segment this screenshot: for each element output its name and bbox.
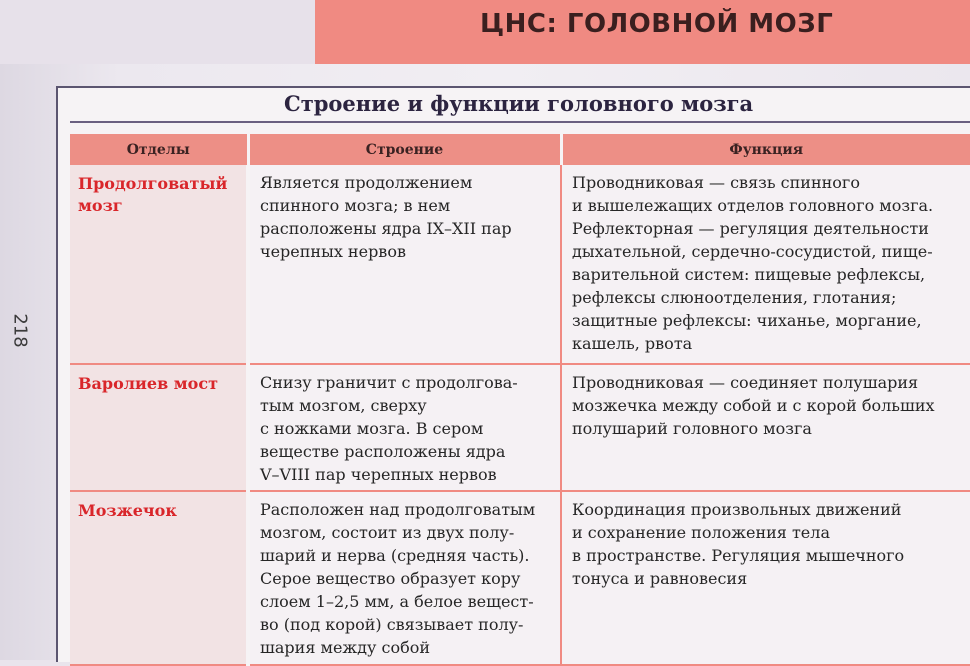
structure-line: Является продолжением xyxy=(260,173,473,192)
structure-line: веществе расположены ядра xyxy=(260,442,506,461)
function-cell xyxy=(561,491,970,665)
column-header-function: Функция xyxy=(561,134,970,165)
function-cell xyxy=(561,364,970,491)
structure-line: Серое вещество образует кору xyxy=(260,569,521,588)
section-cell xyxy=(70,364,248,491)
structure-line: во (под корой) связывает полу- xyxy=(260,615,524,634)
structure-cell xyxy=(248,364,561,491)
function-line: полушарий головного мозга xyxy=(572,419,812,438)
table-row xyxy=(70,491,970,665)
structure-line: мозгом, состоит из двух полу- xyxy=(260,523,515,542)
function-line: кашель, рвота xyxy=(572,334,693,353)
function-line: и сохранение положения тела xyxy=(572,523,830,542)
structure-line: с ножками мозга. В сером xyxy=(260,419,484,438)
structure-line: шарий и нерва (средняя часть). xyxy=(260,546,530,565)
section-line: Варолиев мост xyxy=(78,374,218,393)
section-line: Продолговатый xyxy=(78,174,228,193)
table-row xyxy=(70,165,970,364)
structure-line: V–VIII пар черепных нервов xyxy=(260,465,497,484)
structure-cell xyxy=(248,491,561,665)
structure-line: слоем 1–2,5 мм, а белое вещест- xyxy=(260,592,534,611)
function-line: мозжечка между собой и с корой больших xyxy=(572,396,935,415)
function-line: Проводниковая — соединяет полушария xyxy=(572,373,919,392)
function-line: и вышележащих отделов головного мозга. xyxy=(572,196,934,215)
header-band-left xyxy=(0,0,315,64)
function-cell xyxy=(561,165,970,364)
function-line: в пространстве. Регуляция мышечного xyxy=(572,546,905,565)
function-line: Рефлекторная — регуляция деятельности xyxy=(572,219,929,238)
section-line: мозг xyxy=(78,196,123,215)
structure-line: шария между собой xyxy=(260,638,431,657)
table-header-row xyxy=(70,134,970,165)
structure-line: черепных нервов xyxy=(260,242,406,261)
table-subtitle: Строение и функции головного мозга xyxy=(284,91,754,116)
function-line: Проводниковая — связь спинного xyxy=(572,173,860,192)
structure-line: Снизу граничит с продолгова- xyxy=(260,373,518,392)
structure-cell xyxy=(248,165,561,364)
page-title: ЦНС: ГОЛОВНОЙ МОЗГ xyxy=(480,9,834,39)
structure-line: тым мозгом, сверху xyxy=(260,396,427,415)
page-number: 218 xyxy=(9,313,31,348)
column-header-sections: Отделы xyxy=(70,134,248,165)
structure-line: Расположен над продолговатым xyxy=(260,500,536,519)
function-line: Координация произвольных движений xyxy=(572,500,902,519)
function-line: защитные рефлексы: чиханье, моргание, xyxy=(572,311,922,330)
table-row xyxy=(70,364,970,491)
column-header-structure: Строение xyxy=(248,134,561,165)
section-cell xyxy=(70,165,248,364)
structure-line: расположены ядра IX–XII пар xyxy=(260,219,512,238)
structure-line: спинного мозга; в нем xyxy=(260,196,451,215)
function-line: варительной систем: пищевые рефлексы, xyxy=(572,265,926,284)
brain-table xyxy=(70,134,970,666)
function-line: тонуса и равновесия xyxy=(572,569,748,588)
function-line: дыхательной, сердечно-сосудистой, пище- xyxy=(572,242,933,261)
function-line: рефлексы слюноотделения, глотания; xyxy=(572,288,897,307)
section-cell xyxy=(70,491,248,665)
section-line: Мозжечок xyxy=(78,501,177,520)
subtitle-rule xyxy=(70,121,970,123)
